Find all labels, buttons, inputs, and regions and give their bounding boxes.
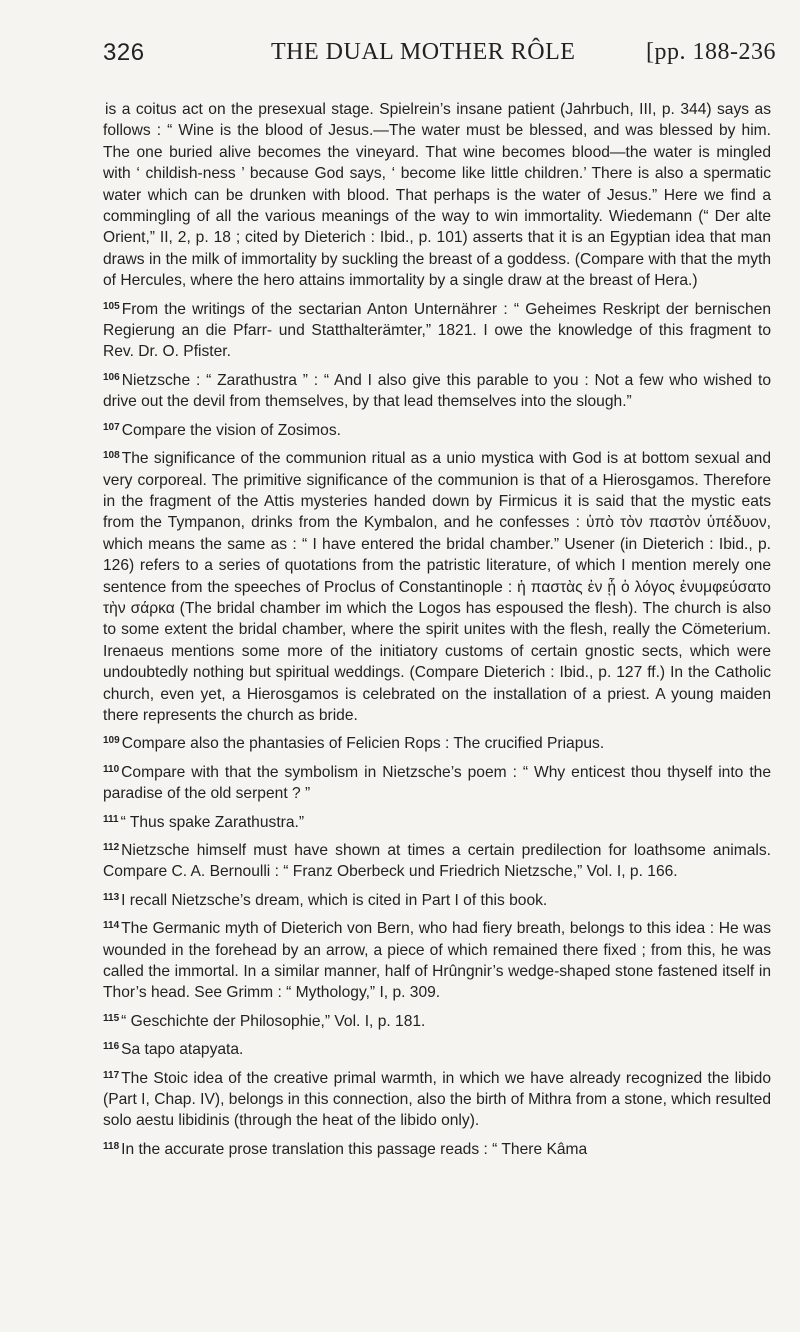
- note-paragraph: $^{109}$ Compare also the phantasies of Felicien Rops : The crucified Priapus.: [103, 735, 605, 753]
- chapter-title: THE DUAL MOTHER RÔLE: [271, 39, 576, 65]
- note-paragraph: $^{108}$ The significance of the communion ritual as a unio mystica with God is at bottom sexual and very corporeal. The primitive significance of the communion is that of a Hierosgamos. Therefore in the fragment of the Attis mysteries handed down by Firmicus it is said that the mystic eats from the Tympanon, drinks from the Kymbalon, and he confesses : ὑπὸ τὸν παστὸν ὑπέδυον, which means the same as : “ I have entered the bridal chamber.” Usener (in Dieterich : Ibid., p. 126) refers to a series of quotations from the patristic literature, of which I mention merely one sentence from the speeches of Proclus of Constantinople : ἡ παστὰς ἐν ᾗ ὁ λόγος ἐνυμφεύσατο τὴν σάρκα (The bridal chamber im which the Logos has espoused the flesh). The church is also to some extent the bridal chamber, where the spirit unites with the flesh, really the Cömeterium. Irenaeus mentions some more of the initiatory customs of certain gnostic sects, which were undoubtedly nothing but spiritual weddings. (Compare Dieterich : Ibid., p. 127 ff.) In the Catholic church, even yet, a Hierosgamos is celebrated on the installation of a priest. A young maiden there represents the church as bride.: [103, 450, 771, 724]
- note-paragraph: $^{105}$ From the writings of the sectarian Anton Unternährer : “ Geheimes Reskript der bernischen Regierung an die Pfarr- und Statthalterämter,” 1821. I owe the knowledge of this fragment to Rev. Dr. O. Pfister.: [103, 300, 771, 361]
- note-paragraph: $^{116}$ Sa tapo atapyata.: [103, 1041, 244, 1059]
- note-paragraph: $^{114}$ The Germanic myth of Dieterich von Bern, who had fiery breath, belongs to this idea : He was wounded in the forehead by an arrow, a piece of which remained there fixed ; from this, he was called the immortal. In a similar manner, half of Hrûngnir’s wedge-shaped stone fastened itself in Thor’s head. See Grimm : “ Mythology,” I, p. 309.: [103, 920, 771, 1002]
- note-paragraph: $^{113}$ I recall Nietzsche’s dream, which is cited in Part I of this book.: [103, 891, 548, 909]
- note-paragraph: $^{117}$ The Stoic idea of the creative primal warmth, in which we have already recognized the libido (Part I, Chap. IV), belongs in this connection, also the birth of Mithra from a stone, which resulted solo aestu libidinis (through the heat of the libido only).: [103, 1069, 771, 1130]
- note-paragraph: is a coitus act on the presexual stage. Spielrein’s insane patient (Jahrbuch, III, p. 344) says as follows : “ Wine is the blood of Jesus.—The water must be blessed, and was blessed by him. The one buried alive becomes the vineyard. That wine becomes blood—the water is mingled with ‘ childish-ness ’ because God says, ‘ become like little children.’ There is also a spermatic water which can be drunken with blood. That perhaps is the water of Jesus.” Here we find a commingling of all the various meanings of the way to win immortality. Wiedemann (“ Der alte Orient,” II, 2, p. 18 ; cited by Dieterich : Ibid., p. 101) asserts that it is an Egyptian idea that man draws in the milk of immortality by suckling the breast of a goddess. (Compare with that the myth of Hercules, where the hero attains immortality by a single draw at the breast of Hera.): [103, 101, 771, 290]
- note-paragraph: $^{112}$ Nietzsche himself must have shown at times a certain predilection for loathsome animals. Compare C. A. Bernoulli : “ Franz Oberbeck und Friedrich Nietzsche,” Vol. I, p. 166.: [103, 842, 771, 881]
- running-header: [103, 39, 776, 79]
- note-paragraph: $^{106}$ Nietzsche : “ Zarathustra ” : “ And I also give this parable to you : Not a few who wished to drive out the devil from themselves, by that lead themselves into the slough.”: [103, 371, 771, 411]
- page-number: 326: [103, 39, 145, 66]
- note-paragraph: $^{107}$ Compare the vision of Zosimos.: [103, 421, 341, 439]
- note-paragraph: $^{118}$ In the accurate prose translation this passage reads : “ There Kâma: [103, 1140, 588, 1158]
- note-paragraph: $^{110}$ Compare with that the symbolism in Nietzsche’s poem : “ Why enticest thou thyself into the paradise of the old serpent ? ”: [103, 763, 771, 803]
- notes-body: [103, 96, 771, 1164]
- page-range: [pp. 188-236: [646, 39, 776, 65]
- note-paragraph: $^{115}$ “ Geschichte der Philosophie,” Vol. I, p. 181.: [103, 1012, 426, 1030]
- note-paragraph: $^{111}$ “ Thus spake Zarathustra.”: [103, 813, 305, 831]
